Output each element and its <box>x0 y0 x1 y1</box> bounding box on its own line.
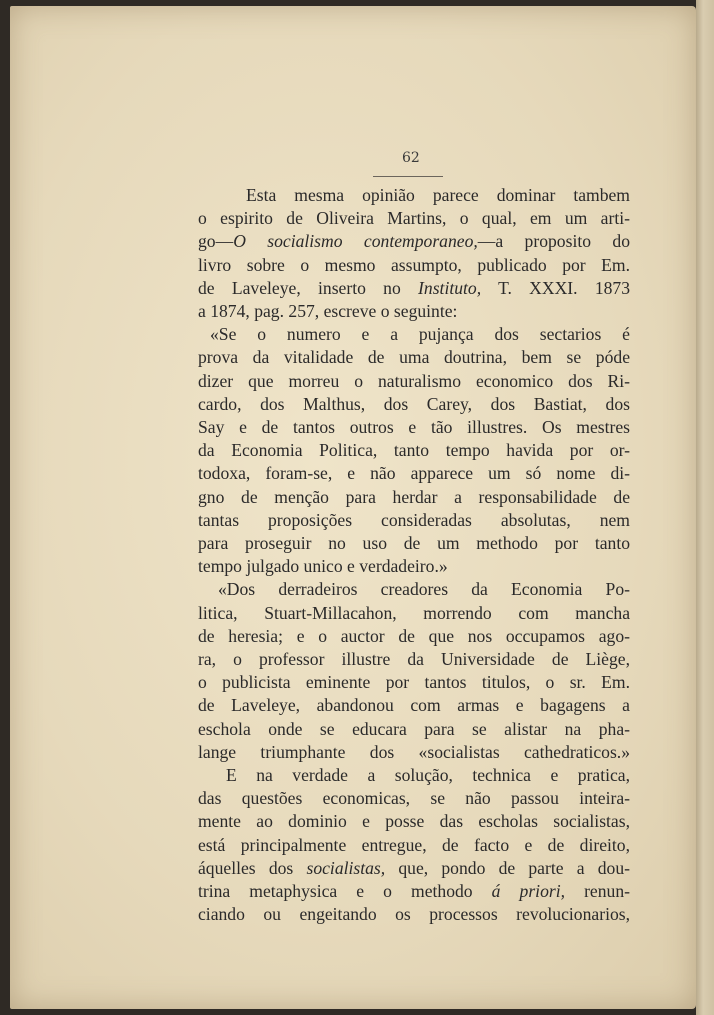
text-line: de Laveleye, abandonou com armas e bagagens a <box>198 695 630 716</box>
text-line <box>198 857 630 880</box>
text-run: trina metaphysica e o methodo <box>198 881 492 902</box>
text-run: go— <box>198 231 234 252</box>
text-line: E na verdade a solução, technica e pratica, <box>226 765 630 786</box>
text-run: —a proposito do <box>477 231 630 252</box>
text-line: a 1874, pag. 257, escreve o seguinte: <box>198 301 458 322</box>
page-number: 62 <box>402 150 420 166</box>
text-line: prova da vitalidade de uma doutrina, bem se póde <box>198 347 630 368</box>
text-line: tempo julgado unico e verdadeiro.» <box>198 556 448 577</box>
text-line: cardo, dos Malthus, dos Carey, dos Bastiat, dos <box>198 393 630 414</box>
italic-text-run: socialistas, <box>306 857 386 878</box>
page-number-rule <box>373 176 443 177</box>
text-run: renun- <box>565 881 630 902</box>
text-line: das questões economicas, se não passou inteira- <box>198 788 630 809</box>
text-line: o espirito de Oliveira Martins, o qual, em um arti- <box>198 208 630 229</box>
text-line: «Dos derradeiros creadores da Economia Po- <box>218 579 630 600</box>
text-line: mente ao dominio e posse das escholas socialistas, <box>198 811 630 832</box>
text-line: «Se o numero e a pujança dos sectarios é <box>210 324 630 345</box>
adjacent-page-edge <box>696 0 714 1015</box>
text-line: está principalmente entregue, de facto e de direito, <box>198 834 630 855</box>
text-line: o publicista eminente por tantos titulos, o sr. Em. <box>198 672 630 693</box>
text-line: litica, Stuart-Millacahon, morrendo com mancha <box>198 602 630 623</box>
text-line: Esta mesma opinião parece dominar tambem <box>246 185 630 205</box>
text-line <box>198 880 630 903</box>
text-line: eschola onde se educara para se alistar na pha- <box>198 718 630 739</box>
page-sheet <box>10 6 696 1009</box>
text-run: de Laveleye, inserto no <box>198 277 419 298</box>
italic-text-run: á priori, <box>491 881 565 902</box>
text-line <box>198 277 630 300</box>
text-run: áquelles dos <box>198 857 307 878</box>
text-line: de heresia; e o auctor de que nos occupamos ago- <box>198 625 630 646</box>
text-line: gno de menção para herdar a responsabilidade de <box>198 486 630 507</box>
italic-text-run: O socialismo contemporaneo, <box>233 231 478 252</box>
text-line: lange triumphante dos «socialistas cathedraticos.» <box>198 741 630 762</box>
text-line: para proseguir no uso de um methodo por tanto <box>198 533 630 554</box>
text-line: tantas proposições consideradas absolutas, nem <box>198 509 630 530</box>
text-line: ra, o professor illustre da Universidade de Liège, <box>198 649 630 670</box>
italic-text-run: Instituto, <box>418 277 482 298</box>
text-run: T. XXXI. 1873 <box>481 277 631 298</box>
text-line: todoxa, foram-se, e não apparece um só nome di- <box>198 463 630 484</box>
text-line: livro sobre o mesmo assumpto, publicado por Em. <box>198 254 630 275</box>
text-line: ciando ou engeitando os processos revolucionarios, <box>198 904 630 925</box>
text-line: dizer que morreu o naturalismo economico dos Ri- <box>198 370 630 391</box>
text-run: que, pondo de parte a dou- <box>385 857 630 878</box>
text-line: da Economia Politica, tanto tempo havida por or- <box>198 440 630 461</box>
body-text <box>198 184 630 927</box>
text-line <box>198 230 630 253</box>
text-line: Say e de tantos outros e tão illustres. Os mestres <box>198 417 630 438</box>
